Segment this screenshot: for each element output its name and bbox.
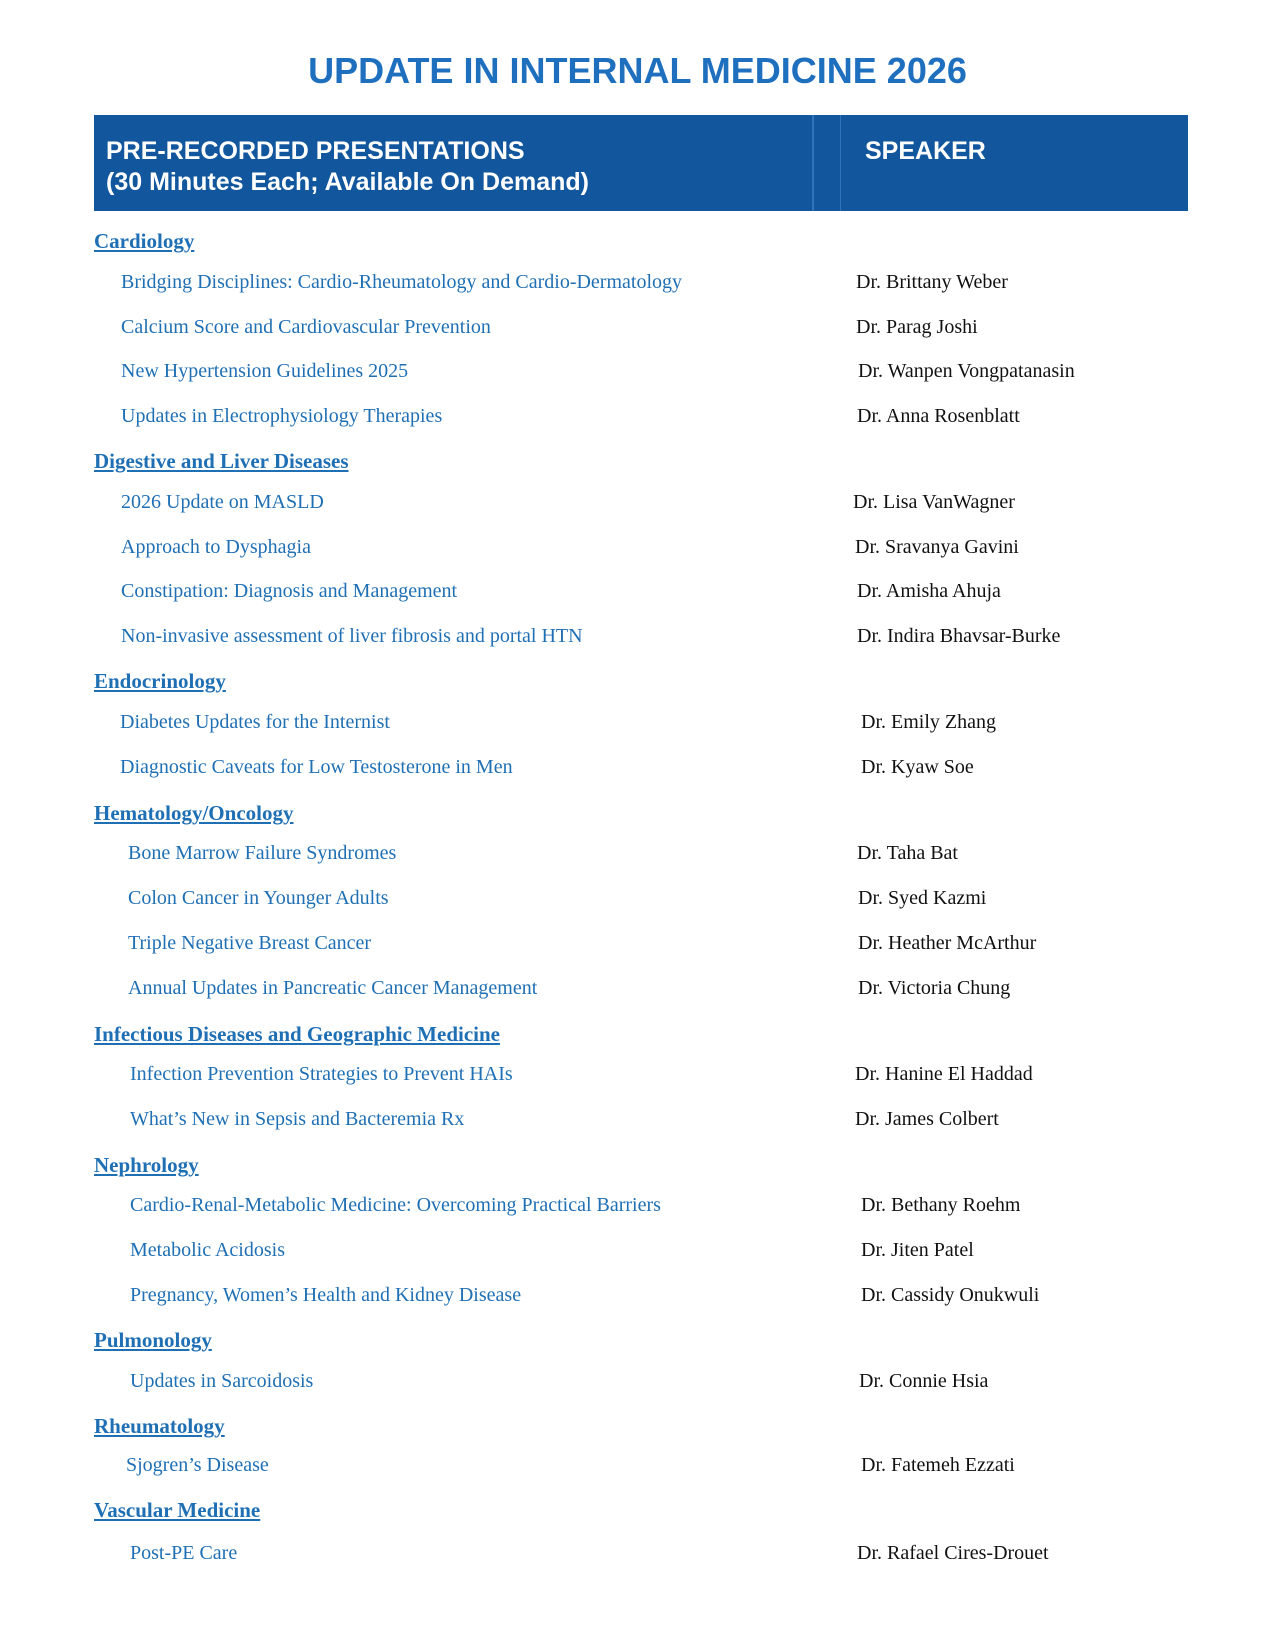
speaker-name: Dr. Indira Bhavsar-Burke — [857, 625, 1061, 647]
category-heading: Infectious Diseases and Geographic Medicine — [94, 1022, 500, 1046]
speaker-name: Dr. Amisha Ahuja — [857, 580, 1001, 602]
presentation-title: Non-invasive assessment of liver fibrosis and portal HTN — [121, 625, 583, 647]
category-heading: Vascular Medicine — [94, 1498, 261, 1522]
speaker-name: Dr. Taha Bat — [857, 842, 958, 864]
category-heading: Nephrology — [94, 1153, 199, 1177]
category-heading: Rheumatology — [94, 1414, 225, 1438]
presentation-title: Colon Cancer in Younger Adults — [128, 887, 389, 909]
presentation-title: Approach to Dysphagia — [121, 536, 311, 558]
presentation-title: Metabolic Acidosis — [130, 1239, 285, 1261]
presentation-title: Cardio-Renal-Metabolic Medicine: Overcoming Practical Barriers — [130, 1194, 661, 1216]
category-heading: Digestive and Liver Diseases — [94, 449, 349, 473]
presentation-title: Annual Updates in Pancreatic Cancer Management — [128, 977, 538, 999]
presentation-title: Pregnancy, Women’s Health and Kidney Disease — [130, 1284, 522, 1306]
presentation-title: Triple Negative Breast Cancer — [128, 932, 372, 954]
presentation-title: 2026 Update on MASLD — [121, 491, 324, 513]
speaker-name: Dr. Wanpen Vongpatanasin — [858, 360, 1075, 382]
presentations-header-line2: (30 Minutes Each; Available On Demand) — [106, 168, 589, 196]
category-heading: Hematology/Oncology — [94, 801, 294, 825]
speaker-name: Dr. Heather McArthur — [858, 932, 1037, 954]
speaker-name: Dr. Rafael Cires-Drouet — [857, 1542, 1049, 1564]
speaker-name: Dr. Jiten Patel — [861, 1239, 974, 1261]
presentation-title: Updates in Electrophysiology Therapies — [121, 405, 443, 427]
presentation-title: Updates in Sarcoidosis — [130, 1370, 314, 1392]
speaker-name: Dr. Sravanya Gavini — [855, 536, 1019, 558]
speaker-name: Dr. Hanine El Haddad — [855, 1063, 1033, 1085]
speaker-name: Dr. Fatemeh Ezzati — [861, 1454, 1015, 1476]
presentations-header-line1: PRE-RECORDED PRESENTATIONS — [106, 137, 525, 165]
presentation-title: Diabetes Updates for the Internist — [120, 711, 390, 733]
presentations-column-header — [106, 136, 589, 198]
presentation-title: Bone Marrow Failure Syndromes — [128, 842, 397, 864]
speaker-name: Dr. Anna Rosenblatt — [857, 405, 1020, 427]
speaker-name: Dr. Kyaw Soe — [861, 756, 974, 778]
presentation-title: New Hypertension Guidelines 2025 — [121, 360, 409, 382]
header-divider — [812, 115, 814, 211]
speaker-name: Dr. Emily Zhang — [861, 711, 996, 733]
category-heading: Pulmonology — [94, 1328, 212, 1352]
speaker-name: Dr. Syed Kazmi — [858, 887, 987, 909]
presentation-title: Bridging Disciplines: Cardio-Rheumatology and Cardio-Dermatology — [121, 271, 683, 293]
presentation-title: Post-PE Care — [130, 1542, 238, 1564]
presentation-title: Constipation: Diagnosis and Management — [121, 580, 458, 602]
presentation-title: Sjogren’s Disease — [126, 1454, 269, 1476]
category-heading: Endocrinology — [94, 669, 226, 693]
speaker-name: Dr. James Colbert — [855, 1108, 999, 1130]
page-title: UPDATE IN INTERNAL MEDICINE 2026 — [308, 50, 967, 91]
speaker-name: Dr. Cassidy Onukwuli — [861, 1284, 1040, 1306]
speaker-name: Dr. Lisa VanWagner — [853, 491, 1015, 513]
speaker-name: Dr. Parag Joshi — [856, 316, 978, 338]
speaker-name: Dr. Brittany Weber — [856, 271, 1008, 293]
presentation-title: Calcium Score and Cardiovascular Prevention — [121, 316, 491, 338]
header-divider — [840, 115, 841, 211]
presentation-title: Diagnostic Caveats for Low Testosterone in Men — [120, 756, 513, 778]
speaker-column-header: SPEAKER — [865, 137, 986, 165]
speaker-name: Dr. Victoria Chung — [858, 977, 1011, 999]
presentation-title: What’s New in Sepsis and Bacteremia Rx — [130, 1108, 465, 1130]
presentation-title: Infection Prevention Strategies to Prevent HAIs — [130, 1063, 513, 1085]
speaker-name: Dr. Connie Hsia — [859, 1370, 989, 1392]
speaker-name: Dr. Bethany Roehm — [861, 1194, 1021, 1216]
category-heading: Cardiology — [94, 229, 195, 253]
